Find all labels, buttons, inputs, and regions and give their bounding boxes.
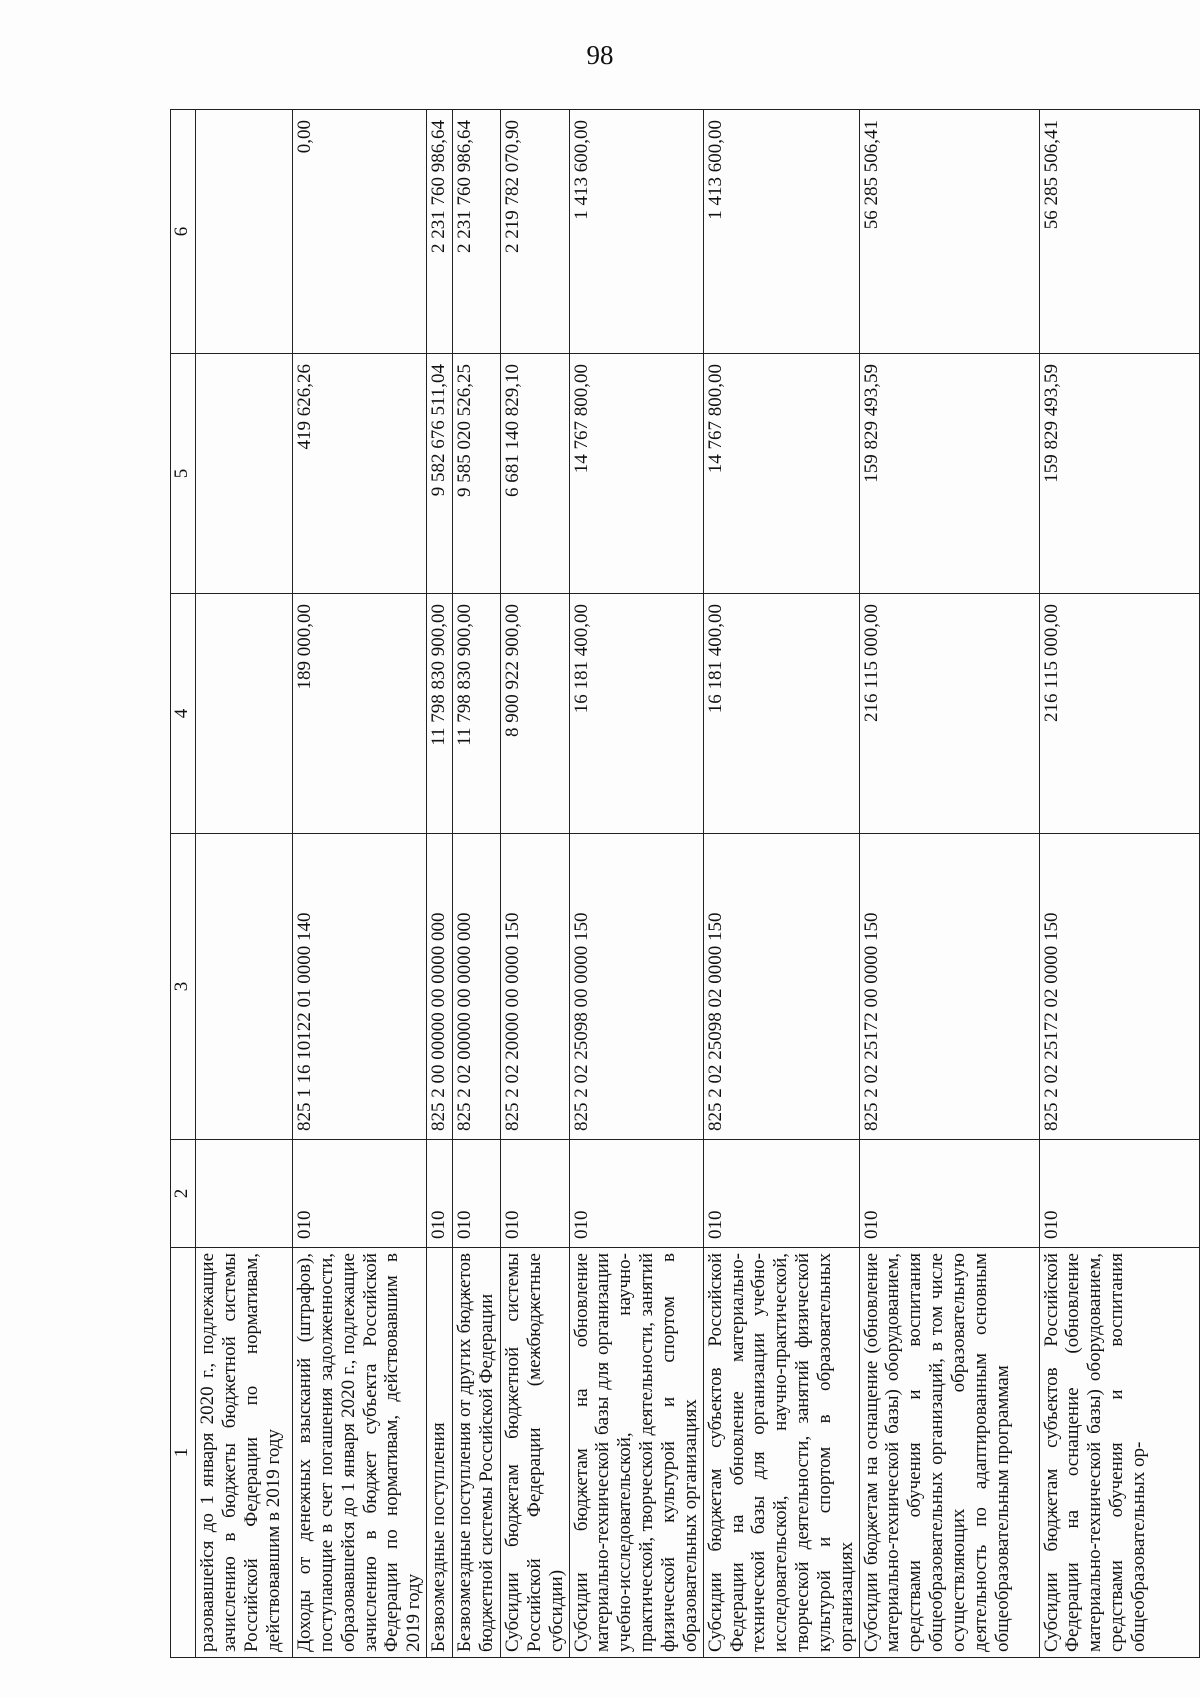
row-value-4: 8 900 922 900,00 — [501, 594, 570, 834]
row-col2: 010 — [1039, 1140, 1199, 1248]
row-value-6: 1 413 600,00 — [569, 110, 703, 354]
row-name: Доходы от денежных взысканий (штрафов), поступающие в счет погашения задолженности, образовавшейся до 1 января 2020 г., подлежащие зачислению в бюджет субъекта Российской Федерации по нормативам, действовавшим в 2019 году — [293, 1248, 427, 1658]
row-code: 825 2 02 25098 00 0000 150 — [569, 834, 703, 1140]
row-name: Безвозмездные поступления — [427, 1248, 453, 1658]
row-value-6: 0,00 — [293, 110, 427, 354]
row-code: 825 2 02 25098 02 0000 150 — [703, 834, 859, 1140]
row-name: Субсидии бюджетам бюджетной системы Российской Федерации (межбюджетные субсидии) — [501, 1248, 570, 1658]
row-name: Субсидии бюджетам субъектов Российской Федерации на обновление материально-технической базы для организации учебно-исследовательской, научно-практической, творческой деятельности, занятий физической культурой и спортом в образовательных организациях — [703, 1248, 859, 1658]
row-value-4: 216 115 000,00 — [1039, 594, 1199, 834]
row-value-4: 16 181 400,00 — [703, 594, 859, 834]
row-name: Субсидии бюджетам субъектов Российской Федерации на оснащение (обновление материально-технической базы) оборудованием, средствами обучения и воспитания общеобразовательных ор- — [1039, 1248, 1199, 1658]
row-value-4: 216 115 000,00 — [859, 594, 1039, 834]
row-value-6: 1 413 600,00 — [703, 110, 859, 354]
row-code: 825 1 16 10122 01 0000 140 — [293, 834, 427, 1140]
row-value-4: 16 181 400,00 — [569, 594, 703, 834]
table-row — [427, 110, 453, 1658]
row-value-4 — [196, 594, 293, 834]
row-col2: 010 — [453, 1140, 501, 1248]
row-code: 825 2 00 00000 00 0000 000 — [427, 834, 453, 1140]
header-cell: 1 — [171, 1248, 196, 1658]
row-value-5 — [196, 354, 293, 594]
row-value-6: 2 219 782 070,90 — [501, 110, 570, 354]
header-cell: 2 — [171, 1140, 196, 1248]
table-row — [196, 110, 293, 1658]
row-code: 825 2 02 25172 02 0000 150 — [1039, 834, 1199, 1140]
row-value-5: 14 767 800,00 — [569, 354, 703, 594]
header-cell: 4 — [171, 594, 196, 834]
table-row — [703, 110, 859, 1658]
row-col2: 010 — [569, 1140, 703, 1248]
row-col2 — [196, 1140, 293, 1248]
row-value-5: 9 585 020 526,25 — [453, 354, 501, 594]
table-row — [293, 110, 427, 1658]
row-name: Субсидии бюджетам на обновление материально-технической базы для организации учебно-исследовательской, научно-практической, творческой деятельности, занятий физической культурой и спортом в образовательных организациях — [569, 1248, 703, 1658]
row-value-6: 56 285 506,41 — [1039, 110, 1199, 354]
header-cell: 3 — [171, 834, 196, 1140]
row-col2: 010 — [703, 1140, 859, 1248]
row-value-6 — [196, 110, 293, 354]
row-name: разовавшейся до 1 января 2020 г., подлежащие зачислению в бюджеты бюджетной системы Российской Федерации по нормативам, действовавшим в 2019 году — [196, 1248, 293, 1658]
row-value-4: 189 000,00 — [293, 594, 427, 834]
table-wrapper — [170, 110, 1149, 1658]
row-value-5: 6 681 140 829,10 — [501, 354, 570, 594]
table-row — [501, 110, 570, 1658]
row-value-4: 11 798 830 900,00 — [427, 594, 453, 834]
header-cell: 5 — [171, 354, 196, 594]
row-value-5: 159 829 493,59 — [859, 354, 1039, 594]
page-number: 98 — [586, 40, 614, 70]
row-col2: 010 — [293, 1140, 427, 1248]
row-value-6: 2 231 760 986,64 — [427, 110, 453, 354]
row-code: 825 2 02 20000 00 0000 150 — [501, 834, 570, 1140]
header-cell: 6 — [171, 110, 196, 354]
table-row — [859, 110, 1039, 1658]
row-value-5: 159 829 493,59 — [1039, 354, 1199, 594]
header-row — [171, 110, 196, 1658]
table-row — [453, 110, 501, 1658]
row-value-6: 56 285 506,41 — [859, 110, 1039, 354]
table-row — [569, 110, 703, 1658]
row-value-5: 419 626,26 — [293, 354, 427, 594]
row-code: 825 2 02 00000 00 0000 000 — [453, 834, 501, 1140]
budget-table — [170, 109, 1200, 1658]
row-col2: 010 — [427, 1140, 453, 1248]
row-code: 825 2 02 25172 00 0000 150 — [859, 834, 1039, 1140]
row-name: Безвозмездные поступления от других бюджетов бюджетной системы Российской Федерации — [453, 1248, 501, 1658]
row-value-5: 14 767 800,00 — [703, 354, 859, 594]
row-value-5: 9 582 676 511,04 — [427, 354, 453, 594]
row-col2: 010 — [501, 1140, 570, 1248]
table-row — [1039, 110, 1199, 1658]
row-value-6: 2 231 760 986,64 — [453, 110, 501, 354]
row-col2: 010 — [859, 1140, 1039, 1248]
row-name: Субсидии бюджетам на оснащение (обновление материально-технической базы) оборудованием, средствами обучения и воспитания общеобразовательных организаций, в том числе осуществляющих образовательную деятельность по адаптированным основным общеобразовательным программам — [859, 1248, 1039, 1658]
row-code — [196, 834, 293, 1140]
rotated-table-container — [170, 110, 1149, 1658]
row-value-4: 11 798 830 900,00 — [453, 594, 501, 834]
